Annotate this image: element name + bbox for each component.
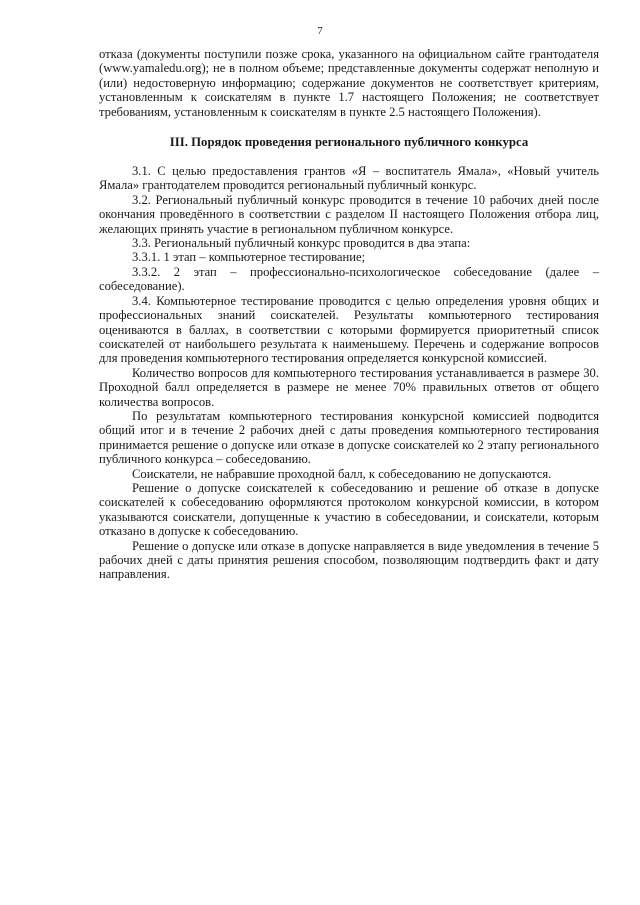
- paragraph-3-2: 3.2. Региональный публичный конкурс проводится в течение 10 рабочих дней после окончания проведённого в соответствии с разделом II настоящего Положения отбора лиц, желающих принять участие в региональном публичном конкурсе.: [99, 192, 599, 236]
- page-number: 7: [317, 25, 323, 37]
- paragraph-3-4: 3.4. Компьютерное тестирование проводится с целью определения уровня общих и профессиональных знаний соискателей. Результаты компьютерного тестирования оцениваются в баллах, в соответствии с которыми формируется приоритетный список соискателей от наибольшего результата к наименьшему. Перечень и содержание вопросов для проведения компьютерного тестирования определяется конкурсной комиссией.: [99, 293, 599, 366]
- paragraph-3-3-1: 3.3.1. 1 этап – компьютерное тестирование;: [132, 250, 366, 265]
- paragraph-notification: Решение о допуске или отказе в допуске направляется в виде уведомления в течение 5 рабочих дней с даты принятия решения способом, позволяющим подтвердить факт и дату направления.: [99, 538, 599, 582]
- paragraph-3-3: 3.3. Региональный публичный конкурс проводится в два этапа:: [132, 236, 471, 251]
- paragraph-not-admitted: Соискатели, не набравшие проходной балл, к собеседованию не допускаются.: [132, 466, 552, 481]
- paragraph-results: По результатам компьютерного тестирования конкурсной комиссией подводится общий итог и в течение 2 рабочих дней с даты проведения компьютерного тестирования принимается решение о допуске или отказе в допуске соискателей ко 2 этапу регионального публичного конкурса – собеседованию.: [99, 408, 599, 467]
- section-heading: III. Порядок проведения регионального публичного конкурса: [169, 135, 529, 150]
- paragraph-protocol: Решение о допуске соискателей к собеседованию и решение об отказе в допуске соискателей к собеседованию оформляются протоколом конкурсной комиссии, в котором указываются соискатели, допущенные к участию в собеседовании, и соискатели, которым отказано в допуске к собеседованию.: [99, 480, 599, 539]
- paragraph-3-1: 3.1. С целью предоставления грантов «Я – воспитатель Ямала», «Новый учитель Ямала» грантодателем проводится региональный публичный конкурс.: [99, 164, 599, 193]
- paragraph-continued: отказа (документы поступили позже срока, указанного на официальном сайте грантодателя (www.yamaledu.org); не в полном объеме; представленные документы содержат неполную и (или) недостоверную информацию; содержание документов не соответствует критериям, установленным к соискателям в пункте 1.7 настоящего Положения; не соответствует требованиям, установленным к соискателям в пункте 2.5 настоящего Положения).: [99, 47, 599, 119]
- paragraph-question-count: Количество вопросов для компьютерного тестирования устанавливается в размере 30. Проходной балл определяется в размере не менее 70% правильных ответов от общего количества вопросов.: [99, 365, 599, 409]
- paragraph-3-3-2: 3.3.2. 2 этап – профессионально-психологическое собеседование (далее – собеседование).: [99, 264, 599, 294]
- document-body: [99, 47, 599, 582]
